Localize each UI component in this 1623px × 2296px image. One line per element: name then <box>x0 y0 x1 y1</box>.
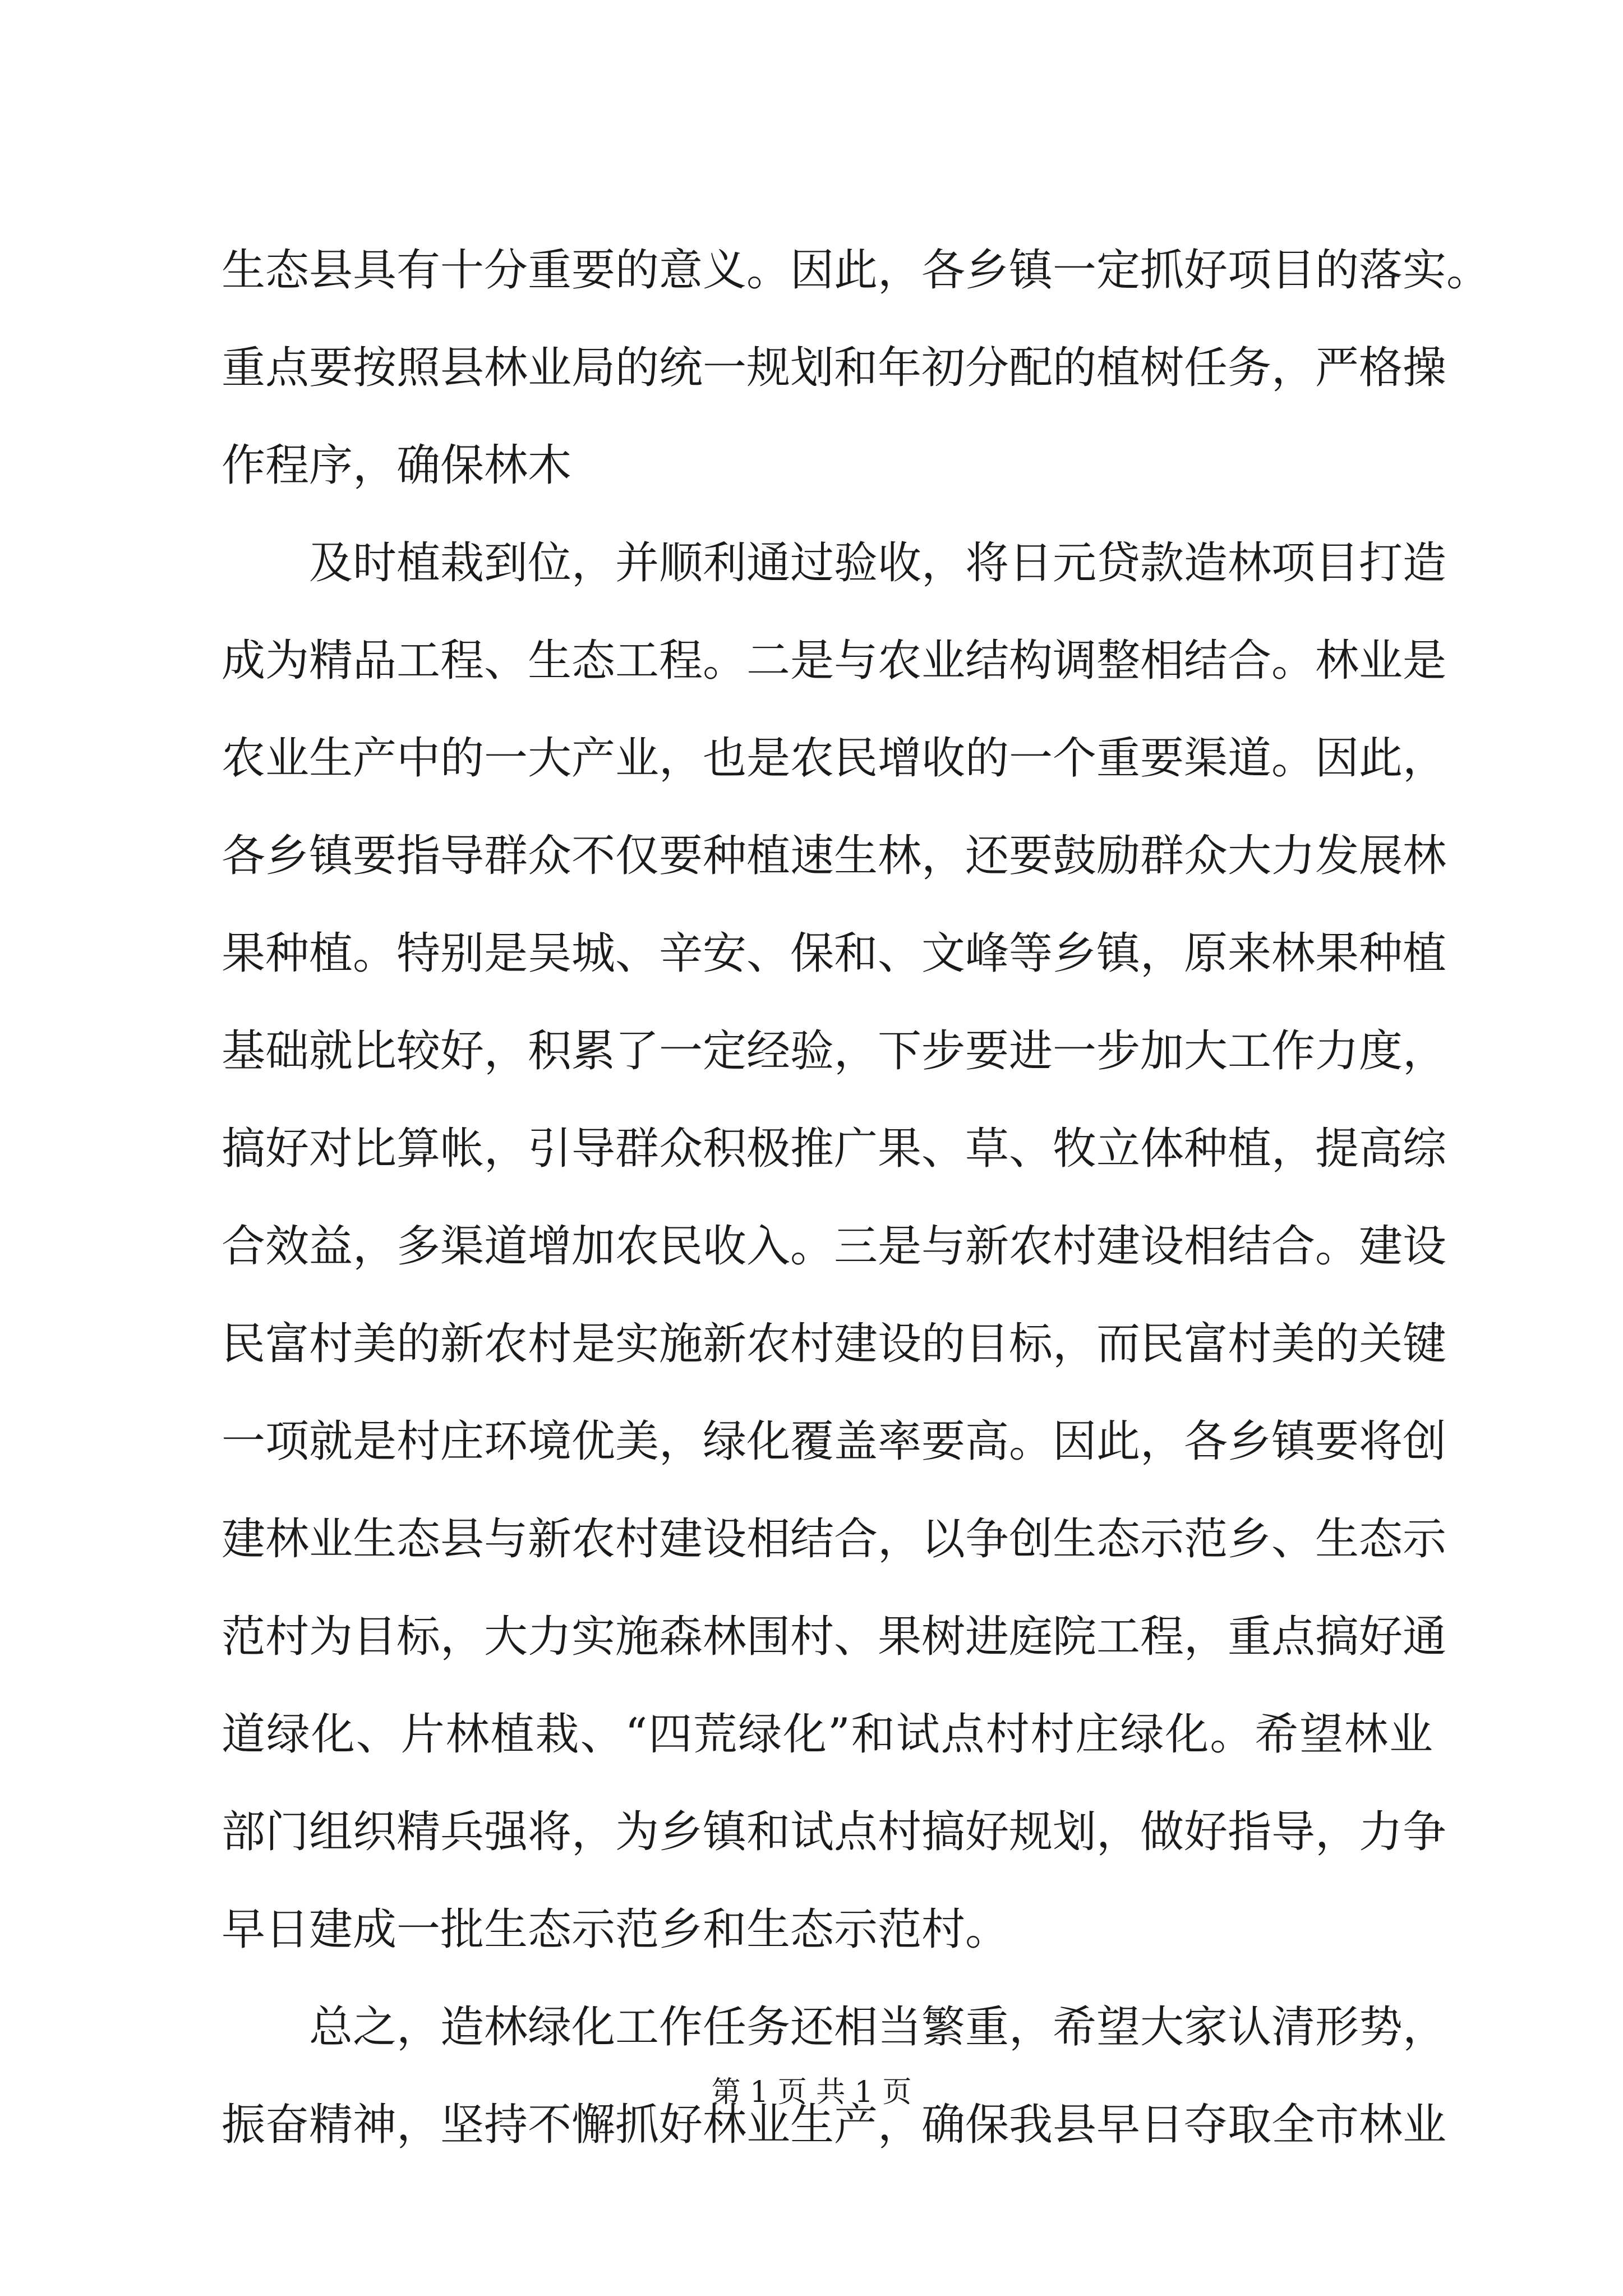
text-line: 成为精品工程、生态工程。二是与农业结构调整相结合。林业是 <box>222 636 1447 686</box>
text-line: 重点要按照县林业局的统一规划和年初分配的植树任务，严格操 <box>222 343 1447 393</box>
text-line: 作程序，确保林木 <box>222 440 572 491</box>
text-line: 及时植栽到位，并顺利通过验收，将日元贷款造林项目打造 <box>309 538 1447 588</box>
text-line: 道绿化、片林植栽、“四荒绿化”和试点村村庄绿化。希望林业 <box>222 1709 1433 1760</box>
text-line: 合效益，多渠道增加农民收入。三是与新农村建设相结合。建设 <box>222 1221 1447 1272</box>
text-line: 基础就比较好，积累了一定经验，下步要进一步加大工作力度， <box>222 1026 1447 1076</box>
text-line: 民富村美的新农村是实施新农村建设的目标，而民富村美的关键 <box>222 1319 1447 1369</box>
text-line: 一项就是村庄环境优美，绿化覆盖率要高。因此，各乡镇要将创 <box>222 1416 1447 1467</box>
text-line: 各乡镇要指导群众不仅要种植速生林，还要鼓励群众大力发展林 <box>222 831 1447 881</box>
text-line: 部门组织精兵强将，为乡镇和试点村搞好规划，做好指导，力争 <box>222 1807 1447 1857</box>
body-text <box>222 222 1491 2174</box>
text-line: 范村为目标，大力实施森林围村、果树进庭院工程，重点搞好通 <box>222 1612 1447 1662</box>
text-line: 振奋精神，坚持不懈抓好林业生产，确保我县早日夺取全市林业 <box>222 2100 1447 2150</box>
text-line: 搞好对比算帐，引导群众积极推广果、草、牧立体种植，提高综 <box>222 1124 1447 1174</box>
page-footer <box>0 2070 1623 2115</box>
text-line: 果种植。特别是吴城、辛安、保和、文峰等乡镇，原来林果种植 <box>222 928 1447 979</box>
text-line: 早日建成一批生态示范乡和生态示范村。 <box>222 1904 1009 1955</box>
text-line: 总之，造林绿化工作任务还相当繁重，希望大家认清形势， <box>309 2002 1447 2053</box>
text-line: 建林业生态县与新农村建设相结合，以争创生态示范乡、生态示 <box>222 1514 1447 1565</box>
page-number-label: 第 1 页 共 1 页 <box>711 2076 912 2109</box>
text-line: 农业生产中的一大产业，也是农民增收的一个重要渠道。因此， <box>222 733 1447 784</box>
text-line: 生态县具有十分重要的意义。因此，各乡镇一定抓好项目的落实。 <box>222 245 1491 296</box>
